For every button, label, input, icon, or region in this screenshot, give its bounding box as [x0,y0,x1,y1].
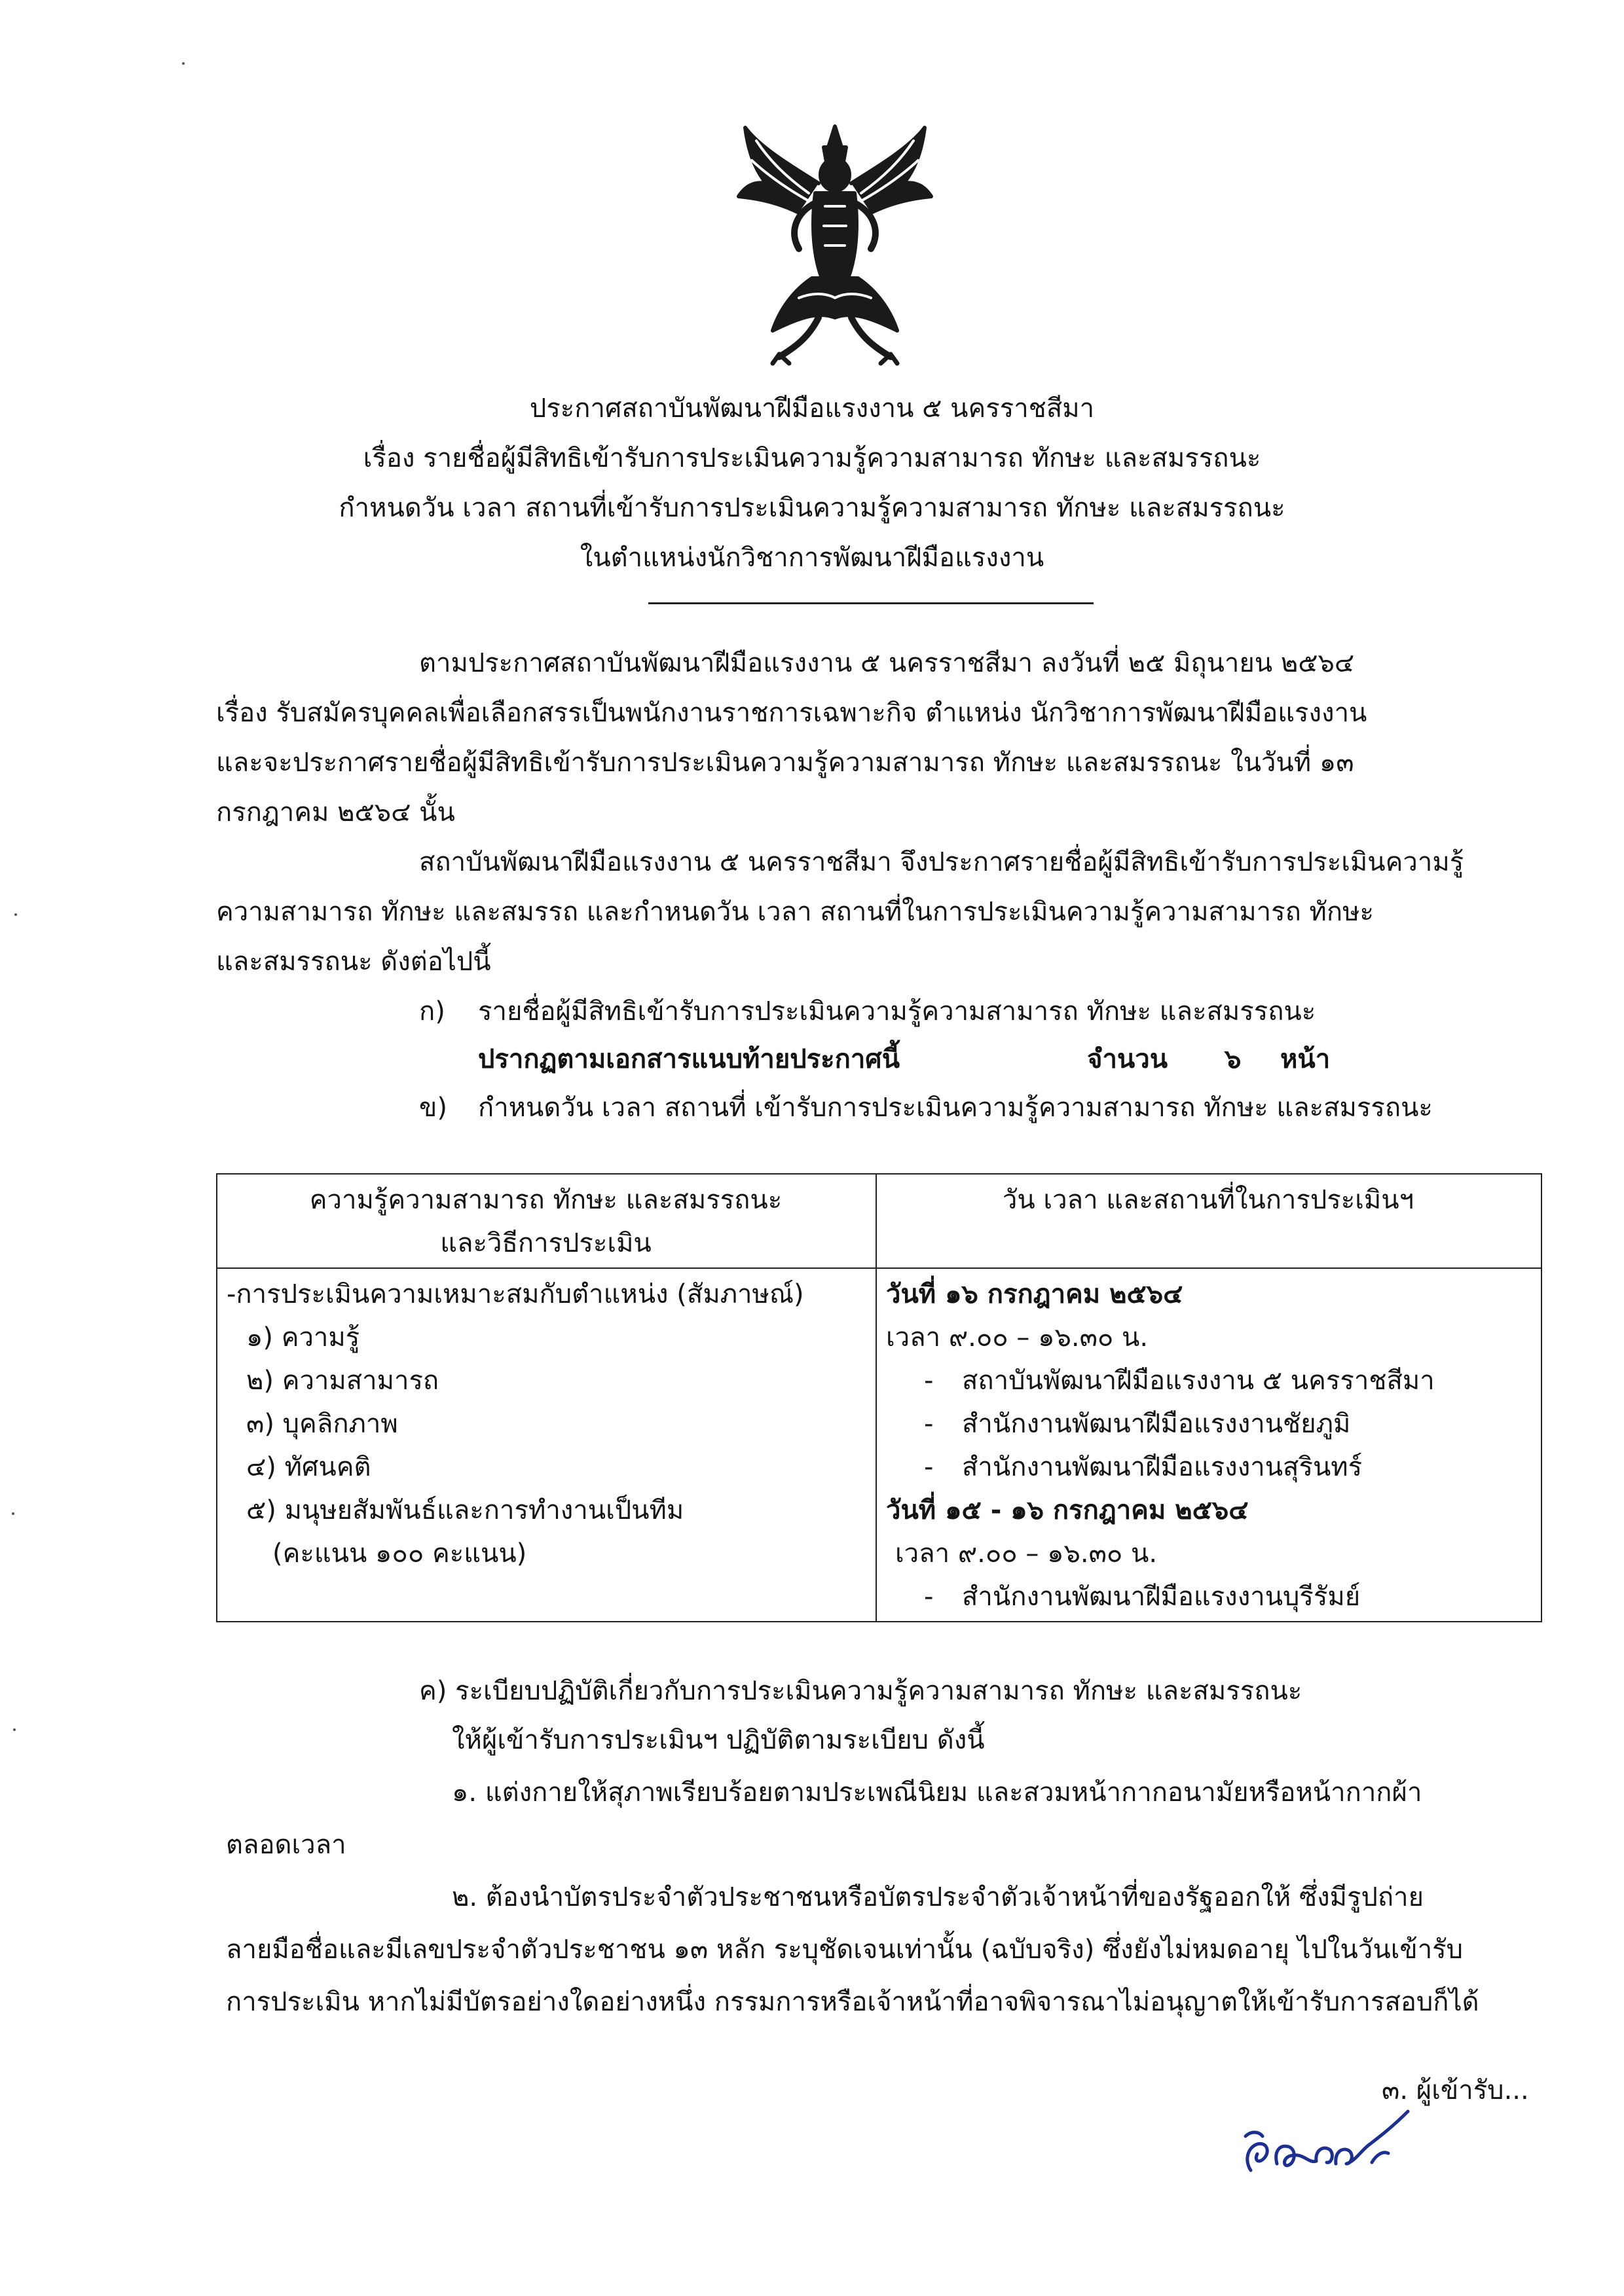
paragraph-2-line: ความสามารถ ทักษะ และสมรรถ และกำหนดวัน เวลา สถานที่ในการประเมินความรู้ความสามารถ ทักษะ [216,897,1374,927]
schedule-date: วันที่ ๑๕ - ๑๖ กรกฎาคม ๒๕๖๔ [886,1495,1249,1525]
item-a-count-label: จำนวน [1087,1044,1168,1074]
table-header-schedule-label: วัน เวลา และสถานที่ในการประเมินฯ [1002,1185,1414,1215]
schedule-date: วันที่ ๑๖ กรกฎาคม ๒๕๖๔ [886,1279,1183,1309]
rule-2-line: ลายมือชื่อและมีเลขประจำตัวประชาชน ๑๓ หลัก ระบุชัดเจนเท่านั้น (ฉบับจริง) ซึ่งยังไม่หมดอายุ ไปในวันเข้ารับ [226,1935,1464,1965]
paragraph-1-line: เรื่อง รับสมัครบุคคลเพื่อเลือกสรรเป็นพนักงานราชการเฉพาะกิจ ตำแหน่ง นักวิชาการพัฒนาฝีมือแรงงาน [216,698,1367,728]
table-cell-criteria [217,1268,876,1622]
item-a-text: รายชื่อผู้มีสิทธิเข้ารับการประเมินความรู้ความสามารถ ทักษะ และสมรรถนะ [478,996,1316,1027]
rule-2-line: การประเมิน หากไม่มีบัตรอย่างใดอย่างหนึ่ง กรรมการหรือเจ้าหน้าที่อาจพิจารณาไม่อนุญาตให้เข้ารับการสอบก็ได้ [226,1987,1479,2017]
criteria-item: ๕) มนุษยสัมพันธ์และการทำงานเป็นทีม [246,1495,684,1525]
schedule-time: เวลา ๙.๐๐ – ๑๖.๓๐ น. [886,1322,1149,1353]
criteria-item: ๔) ทัศนคติ [246,1452,371,1482]
continuation-note: ๓. ผู้เข้ารับ... [1382,2075,1529,2105]
list-dash: - [924,1582,934,1612]
item-a-marker: ก) [419,996,445,1027]
paragraph-2-line: สถาบันพัฒนาฝีมือแรงงาน ๕ นครราชสีมา จึงประกาศรายชื่อผู้มีสิทธิเข้ารับการประเมินความรู้ [419,847,1464,877]
announcement-issuer: ประกาศสถาบันพัฒนาฝีมือแรงงาน ๕ นครราชสีมา [529,393,1095,424]
item-b-text: กำหนดวัน เวลา สถานที่ เข้ารับการประเมินความรู้ความสามารถ ทักษะ และสมรรถนะ [478,1093,1433,1123]
schedule-place: สถาบันพัฒนาฝีมือแรงงาน ๕ นครราชสีมา [962,1366,1435,1396]
table-cell-schedule [876,1268,1541,1622]
rules-intro: ให้ผู้เข้ารับการประเมินฯ ปฏิบัติตามระเบียบ ดังนี้ [452,1725,985,1755]
schedule-table [216,1173,1542,1622]
list-dash: - [924,1452,934,1482]
paragraph-2-line: และสมรรถนะ ดังต่อไปนี้ [216,947,491,977]
table-header-row [217,1174,1541,1268]
item-a-attachment-note: ปรากฏตามเอกสารแนบท้ายประกาศนี้ [478,1044,900,1074]
paragraph-1-line: กรกฎาคม ๒๕๖๔ นั้น [216,797,455,828]
paragraph-1-line: และจะประกาศรายชื่อผู้มีสิทธิเข้ารับการประเมินความรู้ความสามารถ ทักษะ และสมรรถนะ ในวันที่ ๑๓ [216,748,1354,778]
table-header-criteria-line2: และวิธีการประเมิน [440,1228,652,1258]
scan-speck [14,913,17,916]
item-a-count-value: ๖ [1225,1044,1242,1074]
announcement-subject-line2: กำหนดวัน เวลา สถานที่เข้ารับการประเมินความรู้ความสามารถ ทักษะ และสมรรถนะ [339,493,1285,523]
announcement-subject: เรื่อง รายชื่อผู้มีสิทธิเข้ารับการประเมินความรู้ความสามารถ ทักษะ และสมรรถนะ [363,443,1261,473]
rule-1-line: ๑. แต่งกายให้สุภาพเรียบร้อยตามประเพณีนิยม และสวมหน้ากากอนามัยหรือหน้ากากผ้า [452,1777,1422,1808]
scan-speck [182,62,185,65]
criteria-score: (คะแนน ๑๐๐ คะแนน) [272,1539,527,1569]
paragraph-1-line: ตามประกาศสถาบันพัฒนาฝีมือแรงงาน ๕ นครราชสีมา ลงวันที่ ๒๕ มิถุนายน ๒๕๖๔ [419,648,1355,678]
handwritten-initials [1231,2098,1414,2183]
list-dash: - [924,1409,934,1439]
item-a-count-unit: หน้า [1280,1044,1331,1074]
garuda-emblem [733,121,936,370]
table-row [217,1268,1541,1622]
schedule-place: สำนักงานพัฒนาฝีมือแรงงานสุรินทร์ [962,1452,1363,1482]
announcement-subject-line3: ในตำแหน่งนักวิชาการพัฒนาฝีมือแรงงาน [580,543,1044,573]
item-b-marker: ข) [419,1093,447,1123]
table-header-schedule [876,1174,1541,1268]
schedule-place: สำนักงานพัฒนาฝีมือแรงงานบุรีรัมย์ [962,1582,1361,1612]
criteria-item: ๓) บุคลิกภาพ [246,1409,398,1439]
schedule-place: สำนักงานพัฒนาฝีมือแรงงานชัยภูมิ [962,1409,1351,1439]
title-divider [648,602,1094,604]
list-dash: - [924,1366,934,1396]
rule-2-line: ๒. ต้องนำบัตรประจำตัวประชาชนหรือบัตรประจำตัวเจ้าหน้าที่ของรัฐออกให้ ซึ่งมีรูปถ่าย [452,1882,1424,1912]
criteria-method: -การประเมินความเหมาะสมกับตำแหน่ง (สัมภาษณ์) [227,1279,804,1309]
table-header-criteria-line1: ความรู้ความสามารถ ทักษะ และสมรรถนะ [309,1185,783,1215]
schedule-time: เวลา ๙.๐๐ – ๑๖.๓๐ น. [895,1539,1158,1569]
scan-speck [12,1512,14,1515]
rule-1-line: ตลอดเวลา [226,1830,346,1860]
scan-speck [13,1728,16,1731]
table-header-criteria [217,1174,876,1268]
criteria-item: ๒) ความสามารถ [246,1366,439,1396]
item-c-text: ค) ระเบียบปฏิบัติเกี่ยวกับการประเมินความรู้ความสามารถ ทักษะ และสมรรถนะ [419,1676,1302,1706]
criteria-item: ๑) ความรู้ [246,1322,360,1353]
